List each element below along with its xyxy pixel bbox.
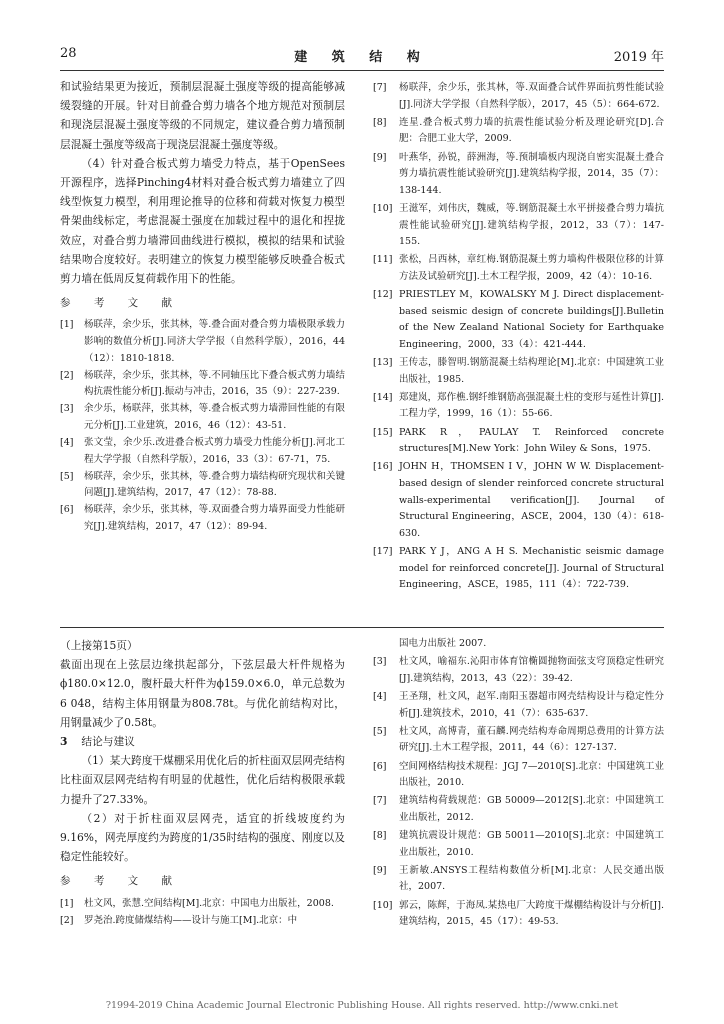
reference-item bbox=[373, 636, 664, 653]
reference-number: [12] bbox=[373, 289, 393, 301]
reference-item bbox=[60, 368, 345, 401]
reference-item bbox=[373, 898, 664, 931]
reference-number: [2] bbox=[60, 914, 74, 926]
reference-text: 张松，吕西林，章红梅.钢筋混凝土剪力墙构件极限位移的计算方法及试验研究[J].土木工程学报，2009，42（4）：10-16. bbox=[399, 254, 664, 282]
reference-list bbox=[60, 896, 345, 930]
reference-text: 空间网格结构技术规程：JGJ 7—2010[S].北京：中国建筑工业出版社，2010. bbox=[399, 760, 664, 789]
reference-number: [10] bbox=[373, 899, 393, 911]
page-number: 28 bbox=[60, 46, 77, 61]
reference-number: [7] bbox=[373, 82, 387, 93]
reference-number: [3] bbox=[373, 656, 387, 668]
reference-number: [16] bbox=[373, 461, 393, 473]
reference-item bbox=[60, 317, 345, 367]
reference-number: [6] bbox=[60, 504, 74, 516]
upper-right-reference-list bbox=[373, 80, 664, 595]
reference-number: [6] bbox=[373, 760, 387, 772]
lower-left-column bbox=[60, 636, 345, 930]
reference-item bbox=[373, 390, 664, 423]
reference-item bbox=[373, 80, 664, 113]
reference-number: [14] bbox=[373, 391, 393, 403]
copyright-footer: ?1994-2019 China Academic Journal Electronic Publishing House. All rights reserved. http://www.cnki.net bbox=[105, 1000, 619, 1011]
reference-item bbox=[373, 355, 664, 388]
reference-text: 杨联萍，余少乐，张其林，等.叠合面对叠合剪力墙极限承载力影响的数值分析[J].同济大学学报（自然科学版），2016，44（12）：1810-1818. bbox=[84, 319, 345, 364]
section-title: 结论与建议 bbox=[81, 735, 135, 749]
reference-item bbox=[373, 201, 664, 251]
reference-number: [5] bbox=[60, 470, 74, 482]
reference-item bbox=[373, 287, 664, 353]
reference-number: [7] bbox=[373, 795, 387, 807]
lower-right-reference-list bbox=[373, 636, 664, 934]
reference-number: [10] bbox=[373, 202, 393, 214]
reference-text: 郭云，陈辉，于海凤.某热电厂大跨度干煤棚结构设计与分析[J].建筑结构，2015，45（17）：49-53. bbox=[399, 899, 664, 928]
page-header bbox=[60, 46, 664, 68]
reference-item bbox=[60, 502, 345, 535]
reference-item bbox=[60, 913, 345, 930]
reference-number: [1] bbox=[60, 319, 74, 331]
reference-item bbox=[373, 759, 664, 792]
reference-text: 国电力出版社 2007. bbox=[399, 638, 487, 649]
reference-number: [15] bbox=[373, 426, 393, 438]
reference-text: 杨联萍，余少乐，张其林，等.双面叠合试件界面抗剪性能试验[J].同济大学学报（自然科学版），2017，45（5）：664-672. bbox=[399, 82, 664, 110]
reference-text: 杨联萍，余少乐，张其林，等.不同轴压比下叠合板式剪力墙结构抗震性能分析[J].振动与冲击，2016，35（9）：227-239. bbox=[84, 369, 345, 398]
body-paragraph: （2）对于折柱面双层网壳，适宜的折线坡度约为9.16%，网壳厚度约为跨度的1/35时结构的强度、刚度以及稳定性能较好。 bbox=[60, 811, 345, 864]
continued-note: （上接第15页） bbox=[60, 639, 138, 652]
reference-text: JOHN H，THOMSEN I V，JOHN W W. Displacement-based design of slender reinforced concrete structural walls-experimental verification[J]. Journal of Structural Engineering，ASCE，2004，130（4）：618-630. bbox=[399, 461, 664, 539]
reference-text: 王新敏.ANSYS工程结构数值分析[M].北京：人民交通出版社，2007. bbox=[399, 864, 664, 893]
reference-item bbox=[60, 435, 345, 468]
reference-text: 余少乐，杨联萍，张其林，等.叠合板式剪力墙滞回性能的有限元分析[J].工业建筑，2016，46（12）：43-51. bbox=[84, 403, 345, 431]
reference-number: [9] bbox=[373, 151, 387, 163]
reference-item bbox=[373, 425, 664, 458]
reference-text: 连星.叠合板式剪力墙的抗震性能试验分析及理论研究[D].合肥：合肥工业大学，2009. bbox=[399, 116, 664, 145]
reference-number: [8] bbox=[373, 116, 387, 128]
reference-item bbox=[373, 724, 664, 757]
journal-name: 建 筑 结 构 bbox=[294, 50, 430, 65]
reference-item bbox=[373, 459, 664, 542]
reference-item bbox=[60, 896, 345, 913]
reference-number: [8] bbox=[373, 830, 387, 842]
reference-text: 张文莹，余少乐.改进叠合板式剪力墙受力性能分析[J].河北工程大学学报（自然科学版），2016，33（3）：67-71，75. bbox=[84, 437, 345, 465]
reference-number: [5] bbox=[373, 725, 387, 737]
reference-number bbox=[373, 636, 399, 653]
body-paragraph: （1）某大跨度干煤棚采用优化后的折柱面双层网壳结构比柱面双层网壳结构有明显的优越性，优化后结构极限承载力提升了27.33%。 bbox=[60, 754, 345, 806]
reference-text: PRIESTLEY M，KOWALSKY M J. Direct displacement-based seismic design of concrete buildings[J].Bulletin of the New Zealand National Society for Earthquake Engineering，2000，33（4）：421-444. bbox=[399, 289, 664, 350]
body-paragraph: 和试验结果更为接近，预制层混凝土强度等级的提高能够减缓裂缝的开展。针对目前叠合剪力墙各个地方规范对预制层和现浇层混凝土强度等级的不同规定，建议叠合剪力墙预制层混凝土强度等级高于现浇层混凝土强度等级。 bbox=[60, 80, 345, 151]
reference-text: 叶燕华，孙锐，薛洲海，等.预制墙板内现浇自密实混凝土叠合剪力墙抗震性能试验研究[J].建筑结构学报，2014，35（7）：138-144. bbox=[399, 151, 664, 196]
reference-item bbox=[373, 150, 664, 200]
publication-year: 2019 年 bbox=[613, 50, 664, 65]
reference-number: [9] bbox=[373, 864, 387, 876]
reference-item bbox=[60, 469, 345, 502]
reference-list bbox=[60, 317, 345, 535]
reference-text: PARK Y J，ANG A H S. Mechanistic seismic damage model for reinforced concrete[J]. Journal of Structural Engineering，ASCE，1985，111（4）：722-739. bbox=[399, 545, 664, 591]
reference-item bbox=[60, 401, 345, 434]
body-paragraph: 截面出现在上弦层边缘拱起部分，下弦层最大杆件规格为ϕ180.0×12.0，腹杆最大杆件为ϕ159.0×6.0，单元总数为6 048，结构主体用钢量为808.78t。与优化前结构对比，用钢量减少了0.58t。 bbox=[60, 658, 345, 729]
reference-number: [3] bbox=[60, 403, 74, 415]
references-title: 参 考 文 献 bbox=[60, 875, 183, 888]
reference-text: 杨联萍，余少乐，张其林，等.叠合剪力墙结构研究现状和关键问题[J].建筑结构，2017，47（12）：78-88. bbox=[84, 470, 345, 499]
reference-number: [11] bbox=[373, 254, 393, 266]
reference-text: 王传志，滕智明.钢筋混凝土结构理论[M].北京：中国建筑工业出版社，1985. bbox=[399, 357, 664, 385]
reference-text: 建筑结构荷载规范：GB 50009—2012[S].北京：中国建筑工业出版社，2012. bbox=[399, 795, 664, 823]
reference-text: 建筑抗震设计规范：GB 50011—2010[S].北京：中国建筑工业出版社，2010. bbox=[399, 830, 664, 858]
reference-number: [1] bbox=[60, 897, 74, 909]
reference-item bbox=[373, 863, 664, 896]
reference-item bbox=[373, 252, 664, 285]
reference-item bbox=[373, 654, 664, 687]
reference-text: 杨联萍，余少乐，张其林，等.双面叠合剪力墙界面受力性能研究[J].建筑结构，2017，47（12）：89-94. bbox=[84, 504, 345, 533]
reference-text: 罗尧治.跨度储煤结构——设计与施工[M].北京：中 bbox=[84, 914, 298, 926]
reference-number: [2] bbox=[60, 369, 74, 381]
header-rule bbox=[60, 70, 664, 71]
reference-text: 杜文风，高博青，董石麟.网壳结构寿命周期总费用的计算方法研究[J].土木工程学报，2011，44（6）：127-137. bbox=[399, 725, 664, 754]
reference-text: PARK R，PAULAY T. Reinforced concrete structures[M].New York：John Wiley & Sons，1975. bbox=[399, 426, 664, 455]
article-separator-rule bbox=[60, 627, 664, 628]
reference-item bbox=[373, 793, 664, 826]
reference-item bbox=[373, 115, 664, 148]
reference-item bbox=[373, 689, 664, 722]
reference-text: 杜文风，张慧.空间结构[M].北京：中国电力出版社，2008. bbox=[84, 897, 334, 909]
reference-number: [13] bbox=[373, 357, 393, 369]
reference-text: 王滋军，刘伟庆，魏威，等.钢筋混凝土水平拼接叠合剪力墙抗震性能试验研究[J].建筑结构学报，2012，33（7）：147-155. bbox=[399, 202, 664, 248]
reference-text: 杜文风，喻福东.沁阳市体育馆椭圆抛物面弦支穹顶稳定性研究[J].建筑结构，2013，43（22）：39-42. bbox=[399, 656, 664, 684]
reference-item bbox=[373, 828, 664, 861]
section-number: 3 bbox=[60, 735, 68, 749]
reference-text: 王圣翔，杜文风，赵军.南阳玉器超市网壳结构设计与稳定性分析[J].建筑技术，2010，41（7）：635-637. bbox=[399, 690, 664, 719]
reference-number: [4] bbox=[373, 690, 387, 702]
section-heading bbox=[60, 732, 345, 751]
references-title: 参 考 文 献 bbox=[60, 297, 183, 310]
body-paragraph: （4）针对叠合板式剪力墙受力特点，基于OpenSees开源程序，选择Pinching4材料对叠合板式剪力墙建立了四线型恢复力模型，利用理论推导的位移和荷载对恢复力模型骨架曲线标定，考虑混凝土强度在加载过程中的退化和捏拢效应，对叠合剪力墙滞回曲线进行模拟，模拟的结果和试验结果吻合度较好。表明建立的恢复力模型能够反映叠合板式剪力墙在低周反复荷载作用下的性能。 bbox=[60, 156, 345, 286]
reference-item bbox=[373, 544, 664, 594]
reference-number: [17] bbox=[373, 545, 393, 557]
reference-text: 郑建岚，郑作樵.钢纤维钢筋高强混凝土柱的变形与延性计算[J].工程力学，1999，16（1）：55-66. bbox=[399, 391, 664, 420]
upper-left-column bbox=[60, 77, 345, 536]
reference-number: [4] bbox=[60, 437, 74, 449]
